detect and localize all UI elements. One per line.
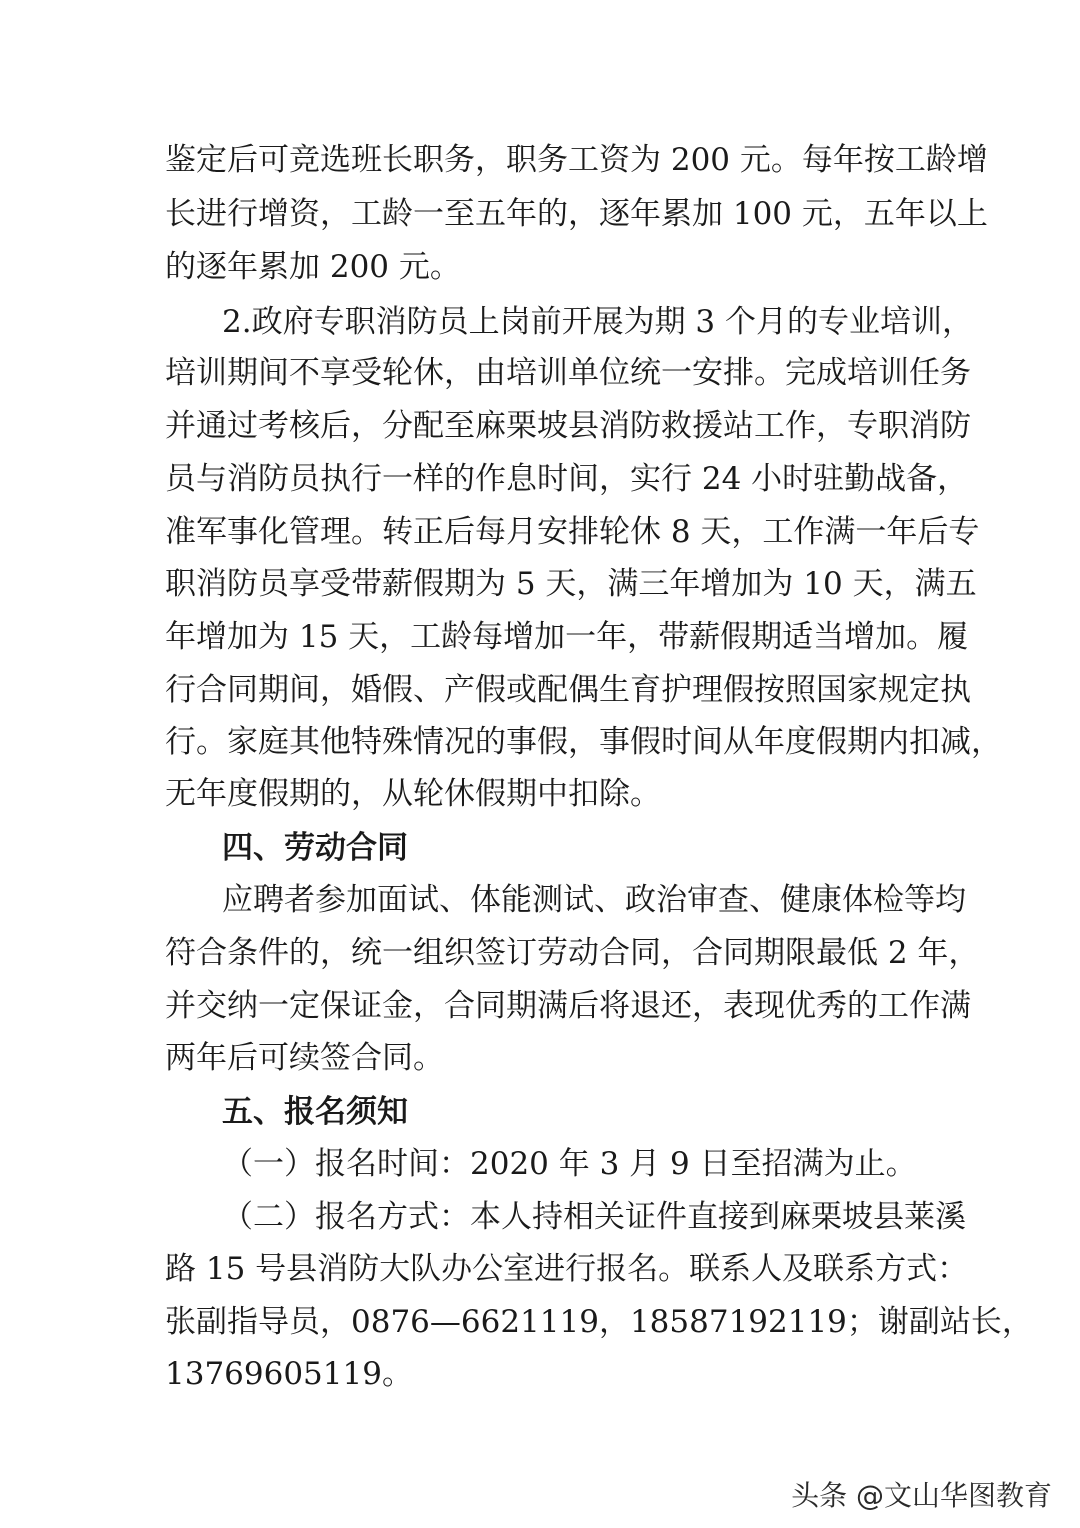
contact-line: 张副指导员，0876—6621119，18587192119；谢副站长， (165, 1304, 1033, 1340)
paragraph-line: 年增加为 15 天，工龄每增加一年，带薪假期适当增加。履 (165, 619, 969, 655)
registration-time-line: （一）报名时间：2020 年 3 月 9 日至招满为止。 (222, 1146, 917, 1182)
paragraph-line: 职消防员享受带薪假期为 5 天，满三年增加为 10 天，满五 (165, 566, 977, 602)
paragraph-line: 2.政府专职消防员上岗前开展为期 3 个月的专业培训， (222, 304, 974, 340)
paragraph-line: 并通过考核后，分配至麻栗坡县消防救援站工作，专职消防 (165, 408, 971, 444)
paragraph-line: 符合条件的，统一组织签订劳动合同，合同期限最低 2 年， (165, 935, 980, 971)
paragraph-line: 准军事化管理。转正后每月安排轮休 8 天，工作满一年后专 (165, 514, 980, 550)
paragraph-line: 两年后可续签合同。 (165, 1040, 444, 1076)
paragraph-line: 长进行增资，工龄一至五年的，逐年累加 100 元，五年以上 (165, 196, 988, 232)
paragraph-line: 无年度假期的，从轮休假期中扣除。 (165, 776, 661, 812)
paragraph-line: 行合同期间，婚假、产假或配偶生育护理假按照国家规定执 (165, 672, 971, 708)
registration-method-line: （二）报名方式：本人持相关证件直接到麻栗坡县莱溪 (222, 1199, 966, 1235)
paragraph-line: 的逐年累加 200 元。 (165, 249, 461, 285)
section-heading-registration: 五、报名须知 (222, 1094, 408, 1130)
section-heading-labor-contract: 四、劳动合同 (222, 830, 408, 866)
paragraph-line: 并交纳一定保证金，合同期满后将退还，表现优秀的工作满 (165, 988, 971, 1024)
paragraph-line: 员与消防员执行一样的作息时间，实行 24 小时驻勤战备， (165, 461, 969, 497)
contact-line: 13769605119。 (165, 1356, 413, 1392)
paragraph-line: 鉴定后可竞选班长职务，职务工资为 200 元。每年按工龄增 (165, 142, 988, 178)
paragraph-line: 路 15 号县消防大队办公室进行报名。联系人及联系方式： (165, 1251, 969, 1287)
paragraph-line: 应聘者参加面试、体能测试、政治审查、健康体检等均 (222, 882, 966, 918)
paragraph-line: 培训期间不享受轮休，由培训单位统一安排。完成培训任务 (165, 355, 971, 391)
paragraph-line: 行。家庭其他特殊情况的事假，事假时间从年度假期内扣减， (165, 724, 1002, 760)
watermark: 头条 @文山华图教育 (791, 1479, 1052, 1512)
